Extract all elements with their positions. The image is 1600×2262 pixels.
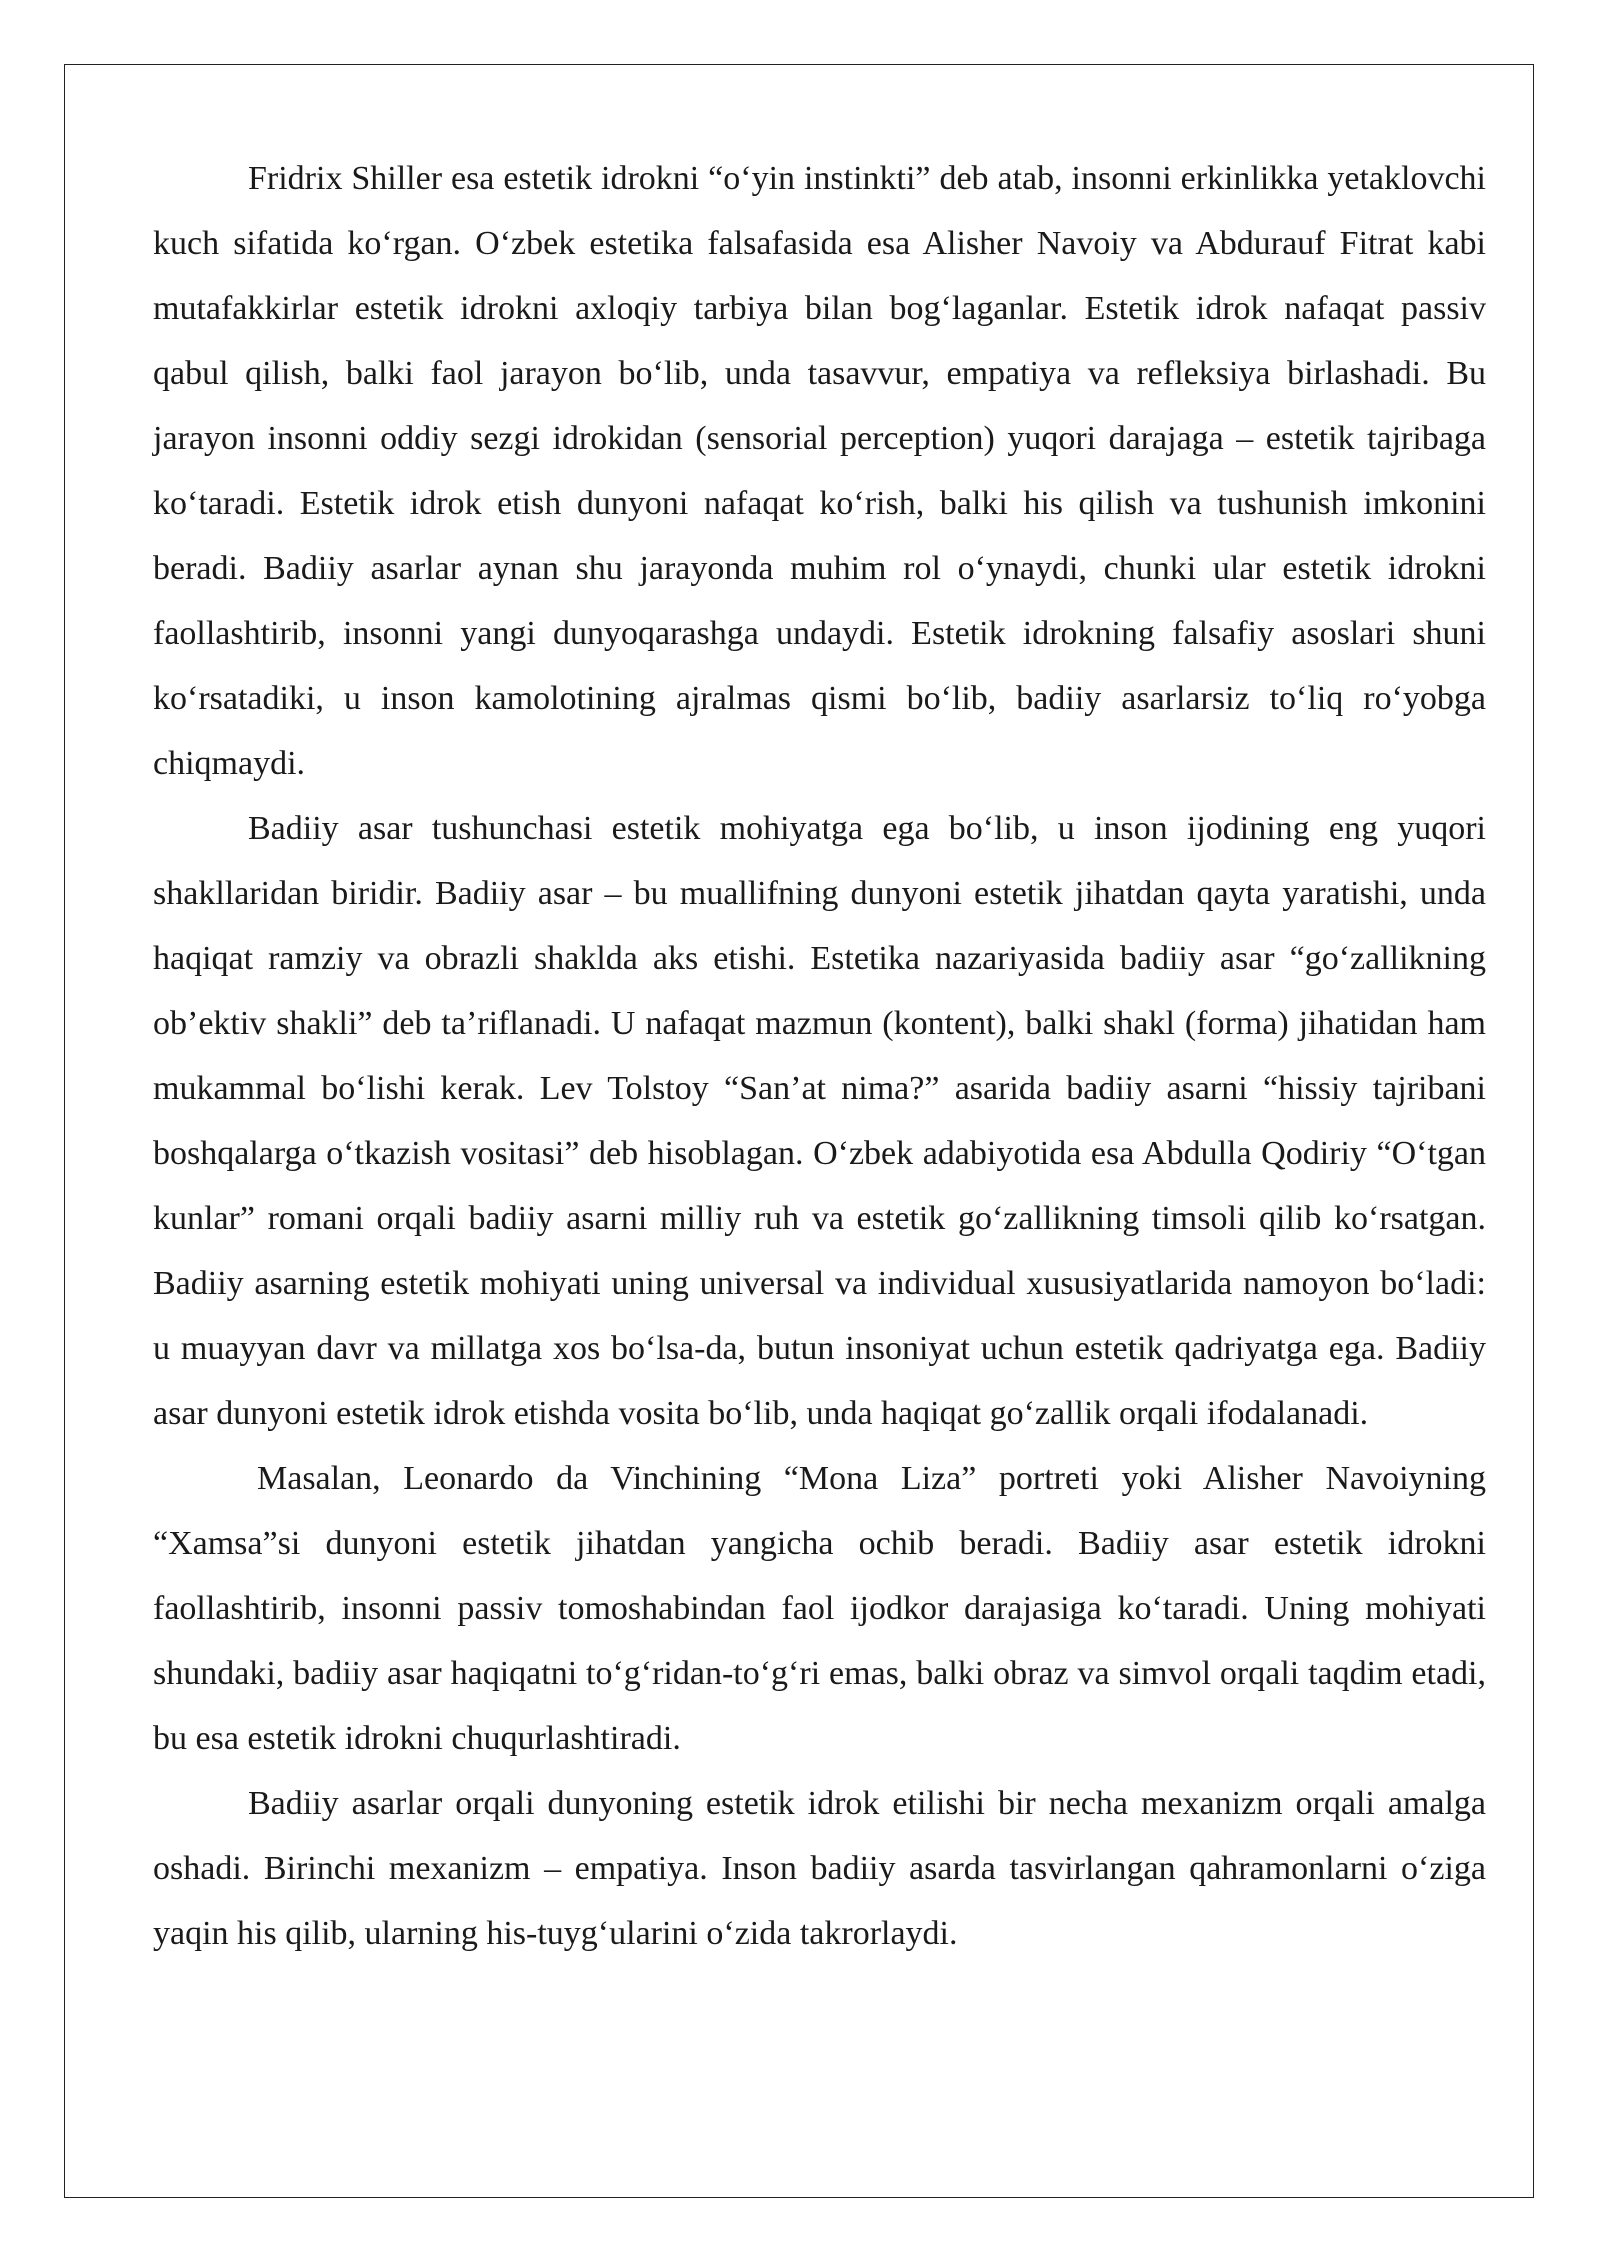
document-body: [153, 146, 1486, 1966]
paragraph-2: Badiiy asar tushunchasi estetik mohiyatga ega bo‘lib, u inson ijodining eng yuqori shakllaridan biridir. Badiiy asar – bu muallifning dunyoni estetik jihatdan qayta yaratishi, unda haqiqat ramziy va obrazli shaklda aks etishi. Estetika nazariyasida badiiy asar “go‘zallikning ob’ektiv shakli” deb ta’riflanadi. U nafaqat mazmun (kontent), balki shakl (forma) jihatidan ham mukammal bo‘lishi kerak. Lev Tolstoy “San’at nima?” asarida badiiy asarni “hissiy tajribani boshqalarga o‘tkazish vositasi” deb hisoblagan. O‘zbek adabiyotida esa Abdulla Qodiriy “O‘tgan kunlar” romani orqali badiiy asarni milliy ruh va estetik go‘zallikning timsoli qilib ko‘rsatgan. Badiiy asarning estetik mohiyati uning universal va individual xususiyatlarida namoyon bo‘ladi: u muayyan davr va millatga xos bo‘lsa-da, butun insoniyat uchun estetik qadriyatga ega. Badiiy asar dunyoni estetik idrok etishda vosita bo‘lib, unda haqiqat go‘zallik orqali ifodalanadi.: [153, 810, 1486, 1432]
paragraph-1: Fridrix Shiller esa estetik idrokni “o‘yin instinkti” deb atab, insonni erkinlikka yetaklovchi kuch sifatida ko‘rgan. O‘zbek estetika falsafasida esa Alisher Navoiy va Abdurauf Fitrat kabi mutafakkirlar estetik idrokni axloqiy tarbiya bilan bog‘laganlar. Estetik idrok nafaqat passiv qabul qilish, balki faol jarayon bo‘lib, unda tasavvur, empatiya va refleksiya birlashadi. Bu jarayon insonni oddiy sezgi idrokidan (sensorial perception) yuqori darajaga – estetik tajribaga ko‘taradi. Estetik idrok etish dunyoni nafaqat ko‘rish, balki his qilish va tushunish imkonini beradi. Badiiy asarlar aynan shu jarayonda muhim rol o‘ynaydi, chunki ular estetik idrokni faollashtirib, insonni yangi dunyoqarashga undaydi. Estetik idrokning falsafiy asoslari shuni ko‘rsatadiki, u inson kamolotining ajralmas qismi bo‘lib, badiiy asarlarsiz to‘liq ro‘yobga chiqmaydi.: [153, 160, 1486, 782]
paragraph-3: Masalan, Leonardo da Vinchining “Mona Liza” portreti yoki Alisher Navoiyning “Xamsa”si dunyoni estetik jihatdan yangicha ochib beradi. Badiiy asar estetik idrokni faollashtirib, insonni passiv tomoshabindan faol ijodkor darajasiga ko‘taradi. Uning mohiyati shundaki, badiiy asar haqiqatni to‘g‘ridan-to‘g‘ri emas, balki obraz va simvol orqali taqdim etadi, bu esa estetik idrokni chuqurlashtiradi.: [153, 1460, 1486, 1757]
paragraph-4: Badiiy asarlar orqali dunyoning estetik idrok etilishi bir necha mexanizm orqali amalga oshadi. Birinchi mexanizm – empatiya. Inson badiiy asarda tasvirlangan qahramonlarni o‘ziga yaqin his qilib, ularning his-tuyg‘ularini o‘zida takrorlaydi.: [153, 1785, 1486, 1952]
